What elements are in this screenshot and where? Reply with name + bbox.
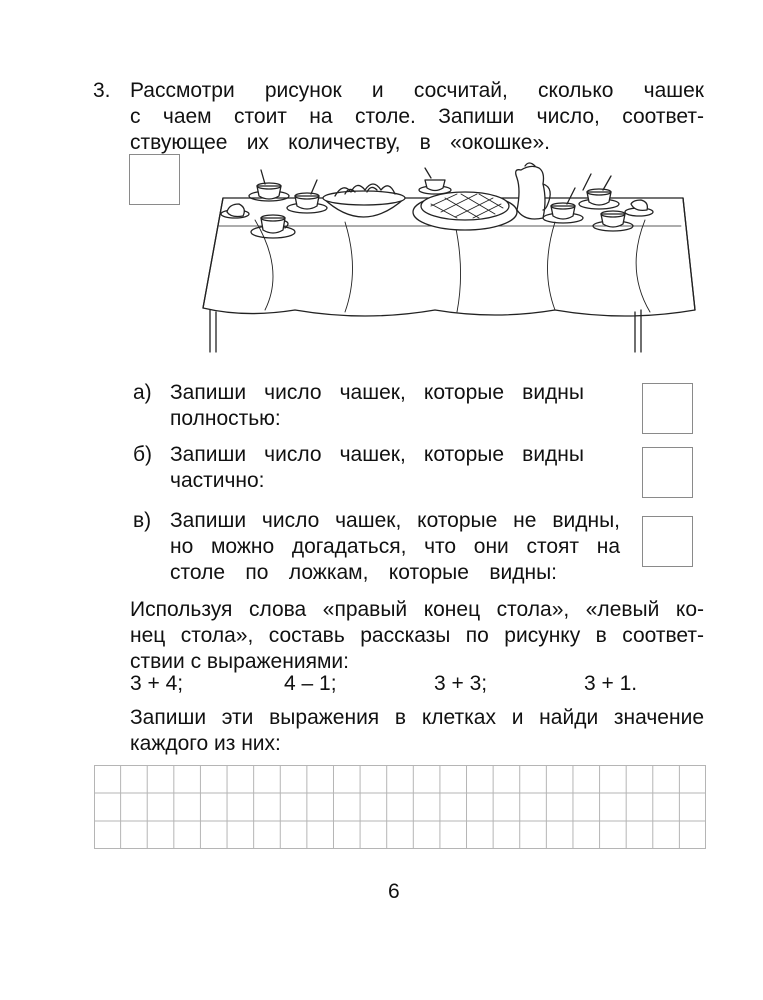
table-illustration	[195, 160, 705, 355]
task-intro-line: ствующее их количеству, в «окошке».	[130, 131, 550, 154]
answer-box-total-cups[interactable]	[129, 154, 180, 205]
story-instruction-line: ствии с выражениями:	[130, 650, 349, 673]
expression: 3 + 4;	[130, 672, 184, 695]
task-intro-line: с чаем стоит на столе. Запиши число, соответ-	[130, 105, 704, 128]
writing-grid[interactable]	[94, 765, 706, 849]
answer-box-partially-visible[interactable]	[642, 447, 693, 498]
subtask-c-text: но можно догадаться, что они стоят на	[170, 535, 620, 558]
subtask-c-text: столе по ложкам, которые видны:	[170, 561, 557, 584]
task-number: 3.	[93, 79, 111, 102]
write-instruction-line: каждого из них:	[130, 732, 281, 755]
subtask-b-letter: б)	[133, 443, 153, 466]
story-instruction-line: Используя слова «правый конец стола», «левый ко-	[130, 598, 704, 621]
subtask-a-text: полностью:	[170, 407, 281, 430]
expression: 4 – 1;	[284, 672, 337, 695]
expression: 3 + 1.	[584, 672, 638, 695]
page-number: 6	[388, 880, 400, 903]
subtask-b-text: частично:	[170, 469, 265, 492]
subtask-a-text: Запиши число чашек, которые видны	[170, 381, 584, 404]
subtask-c-letter: в)	[133, 509, 152, 532]
write-instruction-line: Запиши эти выражения в клетках и найди значение	[130, 706, 704, 729]
expression: 3 + 3;	[434, 672, 488, 695]
subtask-b-text: Запиши число чашек, которые видны	[170, 443, 584, 466]
answer-box-hidden-cups[interactable]	[642, 516, 693, 567]
subtask-a-letter: а)	[133, 381, 152, 404]
subtask-c-text: Запиши число чашек, которые не видны,	[170, 509, 620, 532]
task-intro-line: Рассмотри рисунок и сосчитай, сколько чашек	[130, 79, 704, 102]
story-instruction-line: нец стола», составь рассказы по рисунку в соответ-	[130, 624, 704, 647]
answer-box-fully-visible[interactable]	[642, 383, 693, 434]
